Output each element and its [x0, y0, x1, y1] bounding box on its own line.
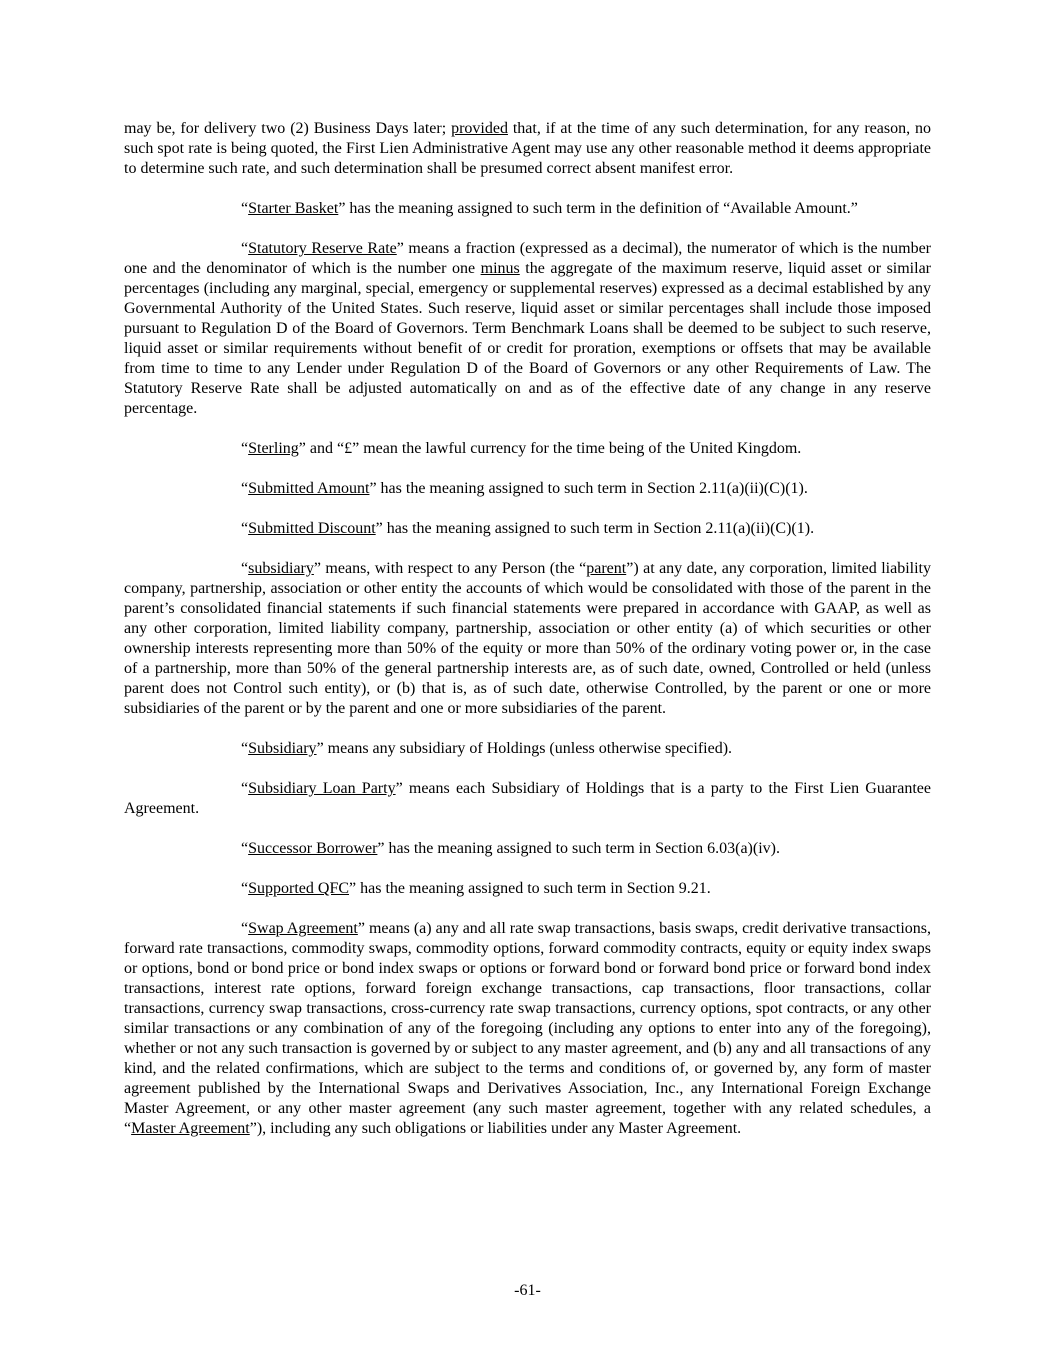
defined-term: parent [586, 560, 627, 577]
text-run: ” means any subsidiary of Holdings (unless otherwise specified). [316, 740, 733, 757]
paragraph-2 [124, 199, 931, 219]
text-run: “ [241, 480, 249, 497]
text-run: ”) at any date, any corporation, limited liability company, partnership, association or other entity the accounts of which would be consolidated with those of the parent in the parent’s consolidated financial statements if such financial statements were prepared in accordance with GAAP, as well as any other corporation, limited liability company, partnership, association or other entity (a) of which securities or other ownership interests representing more than 50% of the equity or more than 50% of the ordinary voting power or, in the case of a partnership, more than 50% of the general partnership interests are, as of such date, owned, Controlled or held (unless parent does not Control such entity), or (b) that is, as of such date, otherwise Controlled, by the parent or one or more subsidiaries of the parent or by the parent and one or more subsidiaries of the parent. [124, 560, 931, 717]
text-run: ” means (a) any and all rate swap transactions, basis swaps, credit derivative transactions, forward rate transactions, commodity swaps, commodity options, forward commodity contracts, equity or equity index swaps or options, bond or bond price or bond index swaps or options or forward bond or forward bond price or forward bond index transactions, interest rate options, forward foreign exchange transactions, cap transactions, floor transactions, collar transactions, currency swap transactions, cross-currency rate swap transactions, currency options, spot contracts, or any other similar transactions or any combination of any of the foregoing (including any options to enter into any of the foregoing), whether or not any such transaction is governed by or subject to any master agreement, and (b) any and all transactions of any kind, and the related confirmations, which are subject to the terms and conditions of, or governed by, any form of master agreement published by the International Swaps and Derivatives Association, Inc., any International Foreign Exchange Master Agreement, or any other master agreement (any such master agreement, together with any related schedules, a “ [124, 920, 931, 1137]
text-run: ” has the meaning assigned to such term in Section 9.21. [349, 880, 711, 897]
text-run: ” means a fraction (expressed as a decimal), the numerator of which is the number one and the denominator of which is the number one [124, 240, 932, 277]
text-run: may be, for delivery two (2) Business Days later; [124, 120, 452, 137]
defined-term: Starter Basket [248, 200, 339, 217]
paragraph-1 [124, 119, 931, 179]
definitions-body [124, 119, 931, 1139]
text-run: “ [241, 920, 249, 937]
defined-term: Submitted Amount [248, 480, 370, 497]
defined-term: Master Agreement [131, 1120, 250, 1137]
paragraph-6 [124, 519, 931, 539]
text-run: “ [241, 560, 249, 577]
text-run: “ [241, 740, 249, 757]
text-run: ”), including any such obligations or liabilities under any Master Agreement. [249, 1120, 742, 1137]
text-run: “ [241, 440, 249, 457]
defined-term: minus [480, 260, 520, 277]
paragraph-7 [124, 559, 931, 719]
text-run: “ [241, 880, 249, 897]
paragraph-4 [124, 439, 931, 459]
text-run: “ [241, 840, 249, 857]
text-run: the aggregate of the maximum reserve, liquid asset or similar percentages (including any marginal, special, emergency or supplemental reserves) expressed as a decimal established by any Governmental Authority of the United States. Such reserve, liquid asset or similar percentages shall include those imposed pursuant to Regulation D of the Board of Governors. Term Benchmark Loans shall be deemed to be subject to such reserve, liquid asset or similar requirements without benefit of or credit for proration, exemptions or offsets that may be available from time to time to any Lender under Regulation D of the Board of Governors or any other Requirements of Law. The Statutory Reserve Rate shall be adjusted automatically on and as of the effective date of any change in any reserve percentage. [124, 260, 932, 417]
text-run: “ [241, 520, 249, 537]
defined-term: Subsidiary Loan Party [248, 780, 396, 797]
text-run: ” means, with respect to any Person (the “ [313, 560, 587, 577]
text-run: “ [241, 200, 249, 217]
text-run: ” has the meaning assigned to such term in Section 6.03(a)(iv). [377, 840, 780, 857]
text-run: ” has the meaning assigned to such term in Section 2.11(a)(ii)(C)(1). [369, 480, 808, 497]
defined-term: Statutory Reserve Rate [248, 240, 397, 257]
text-run: “ [241, 780, 249, 797]
defined-term: subsidiary [248, 560, 314, 577]
defined-term: Supported QFC [248, 880, 350, 897]
text-run: ” means each Subsidiary of Holdings that is a party to the First Lien Guarantee Agreement. [124, 780, 932, 817]
defined-term: Successor Borrower [248, 840, 378, 857]
text-run: ” and “£” mean the lawful currency for the time being of the United Kingdom. [298, 440, 802, 457]
paragraph-5 [124, 479, 931, 499]
defined-term: Sterling [248, 440, 299, 457]
paragraph-3 [124, 239, 931, 419]
paragraph-11 [124, 879, 931, 899]
text-run: ” has the meaning assigned to such term in Section 2.11(a)(ii)(C)(1). [375, 520, 815, 537]
paragraph-12 [124, 919, 931, 1139]
text-run: that, if at the time of any such determination, for any reason, no such spot rate is being quoted, the First Lien Administrative Agent may use any other reasonable method it deems appropriate to determine such rate, and such determination shall be presumed correct absent manifest error. [124, 120, 931, 177]
defined-term: Subsidiary [248, 740, 317, 757]
text-run: ” has the meaning assigned to such term in the definition of “Available Amount.” [338, 200, 858, 217]
defined-term: Submitted Discount [248, 520, 376, 537]
text-run: “ [241, 240, 249, 257]
paragraph-10 [124, 839, 931, 859]
paragraph-8 [124, 739, 931, 759]
page-number: -61- [514, 1282, 541, 1299]
paragraph-9 [124, 779, 931, 819]
defined-term: Swap Agreement [248, 920, 358, 937]
defined-term: provided [451, 120, 508, 137]
